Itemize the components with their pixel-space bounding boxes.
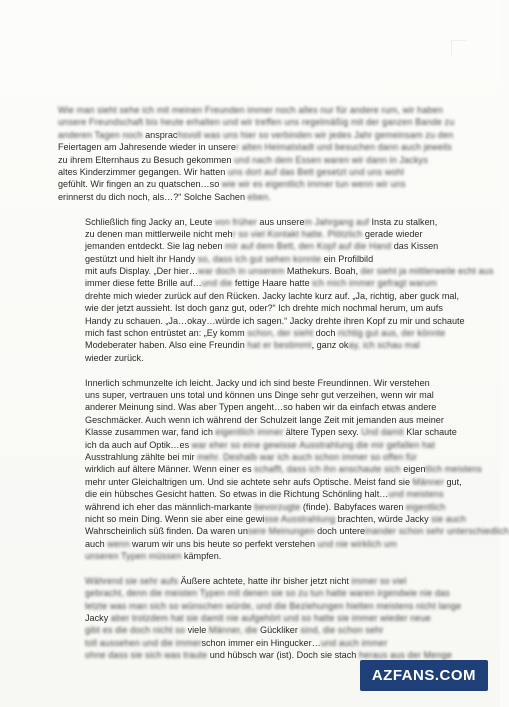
obscured-text: letzte [85, 600, 108, 611]
obscured-text: war eher so eine gewisse [191, 439, 297, 450]
obscured-text: Ausstrahlung die mir gefallen hat [299, 439, 435, 450]
text-segment: das Kissen [391, 241, 439, 252]
obscured-text: war doch in unserem [198, 266, 285, 277]
obscured-text: inander schon sehr unterschiedlich [365, 526, 509, 537]
text-segment: viele [185, 625, 209, 636]
obscured-text: gebracht, denn die meisten Typen mit denen sie so zu tun hatte waren irgendwie nie das [85, 588, 450, 599]
obscured-text: und nie wirklich um [315, 538, 397, 549]
text-line [58, 587, 450, 599]
obscured-text: sse Ausstrahlung [264, 513, 336, 524]
text-segment: Gückliker [257, 625, 298, 636]
obscured-text: wenn [104, 538, 130, 549]
text-line [58, 439, 450, 451]
text-line [58, 228, 450, 240]
obscured-text: sind, die schon sehr [297, 625, 384, 636]
text-segment: Mathekurs. Boah, [284, 266, 361, 277]
text-line [58, 166, 450, 178]
text-line [58, 624, 450, 636]
text-segment: schon immer ein Hingucker… [201, 637, 321, 648]
text-segment: Schließlich fing Jacky an, Leute [85, 216, 215, 227]
obscured-text: hsvoll was uns hier so verbinden wir jedes Jahr gemeinsam zu den [177, 129, 454, 140]
text-line [58, 302, 450, 314]
text-segment: ansprac [142, 129, 178, 140]
text-line [58, 253, 450, 265]
obscured-text: und auch [320, 637, 359, 648]
text-line [58, 377, 450, 389]
text-segment: immer diese fette Brille auf… [85, 278, 202, 289]
text-segment: zu ihrem Elternhaus zu Besuch gekommen [58, 154, 232, 165]
paragraph [58, 104, 455, 203]
text-line [58, 414, 450, 426]
text-segment: drehte mich wieder zurück auf den Rücken. Jacky lachte kurz auf. „Ja, richtig, aber guck mal, [85, 290, 460, 301]
text-segment: doch [313, 328, 338, 339]
watermark-logo[interactable]: AZFANS.COM [360, 660, 488, 691]
obscured-text: heraus aus der Menge [356, 650, 452, 661]
obscured-text: anderen Tagen noch [58, 129, 143, 140]
obscured-text: richtig gut aus, der könnte [337, 328, 446, 339]
obscured-text: der sieht ja mittlerweile echt aus [360, 266, 494, 277]
text-line [58, 240, 450, 252]
text-line [58, 104, 450, 116]
obscured-text: Männer [412, 476, 444, 487]
text-segment: jemanden entdeckt. Sie lag neben [85, 241, 226, 252]
text-segment: warum wir uns bis heute so perfekt verstehen [129, 538, 316, 549]
obscured-text: so offen für [367, 451, 417, 462]
obscured-text: Männer, die [208, 625, 258, 636]
text-line [58, 476, 462, 488]
text-line [58, 463, 482, 475]
text-segment: gestützt und hielt ihr Handy [85, 253, 196, 264]
obscured-text: von früher [214, 216, 257, 227]
text-segment: mehr unter Gleichaltrigen um. Und sie achtete sehr aufs Optische. Meist fand sie [85, 476, 413, 487]
obscured-text: ohne dass sie sich was traute [85, 650, 208, 661]
text-segment: , ganz ok [311, 340, 349, 351]
text-segment: Klar schaute [403, 427, 457, 438]
document-body [58, 104, 509, 674]
obscured-text: und nach dem Essen waren wir dann in Jackys [231, 154, 428, 165]
obscured-text: Und damit [358, 427, 404, 438]
text-segment: Ausstrahlung zählte bei mir [85, 451, 198, 462]
text-line [58, 501, 450, 513]
text-line [58, 488, 450, 500]
text-line [58, 426, 457, 438]
obscured-text: aber trotzdem hat sie damit nie aufgehört und so hatte sie immer wieder neue [110, 613, 431, 624]
text-segment: Jacky [85, 613, 111, 624]
text-line [58, 538, 450, 550]
obscured-text: bevorzugte [254, 501, 301, 512]
text-segment: Wahrscheinlich süß finden. Da waren un [85, 526, 248, 537]
obscured-text: so, dass ich gut sehen konnte [195, 253, 322, 264]
text-segment: wie der jetzt aussieht. Ist doch ganz gut, oder?“ Ich drehte mich nochmal herum, um aufs [85, 303, 443, 314]
text-line [58, 216, 450, 228]
text-segment: Modeberater haben. Also eine Freundin [85, 340, 245, 351]
obscured-text: ich mich immer gefragt warum [309, 278, 437, 289]
text-line [58, 401, 450, 413]
text-segment: Insta zu stalken, [368, 216, 438, 227]
obscured-text: und meistens [388, 489, 444, 500]
text-line [58, 389, 450, 401]
text-segment: gerade wieder [362, 228, 423, 239]
text-segment: Feiertagen am Jahresende wieder in unsere [58, 142, 236, 153]
text-segment: ältere Typen sexy. [283, 427, 359, 438]
text-line [58, 600, 462, 612]
obscured-text: gibt es die doch nicht so [85, 625, 186, 636]
obscured-text: eigentlich immer [215, 427, 284, 438]
obscured-text: m Jahrgang auf [304, 216, 369, 227]
text-segment: ich da auch auf Optik…es [85, 439, 192, 450]
obscured-text: ay, ich schau mal [348, 340, 420, 351]
text-segment: gefühlt. Wir fingen an zu quatschen…so [58, 179, 222, 190]
paragraph [58, 377, 509, 563]
text-segment: ein Profilbild [321, 253, 374, 264]
obscured-text: unsere Freundschaft bis heute erhalten und wir treffen uns regelmäßig mit der ganzen Bande zu [58, 117, 455, 128]
obscured-text: uns dort auf das Bett gesetzt und uns wohl [227, 166, 404, 177]
text-segment: nicht so mein Ding. Wenn sie aber eine gewi [85, 513, 265, 524]
text-segment: erinnerst du dich noch, als…?“ Solche Sachen [58, 191, 246, 202]
text-segment: Klasse zusammen war, fand ich [85, 427, 216, 438]
text-segment: altes Kinderzimmer gegangen. Wir hatten [58, 166, 228, 177]
text-segment: Handy zu schauen. „Ja…okay…würde ich sagen.“ Jacky drehte ihren Kopf zu mir und schaute [85, 315, 465, 326]
obscured-text: unseren Typen müssen [85, 551, 182, 562]
text-segment: mit aufs Display. „Der hier… [85, 266, 199, 277]
text-line [58, 637, 450, 649]
text-segment: zu denen man mittlerweile nicht meh [85, 228, 233, 239]
text-segment: und hübsch war (ist). Doch sie stach [207, 650, 357, 661]
obscured-text: schafft, dass ich ihn anschaute sich [254, 464, 401, 475]
text-segment: uns super, vertrauen uns total und können uns Dinge sehr gut verzeihen, wenn wir mal [85, 389, 434, 400]
obscured-text: immer [358, 637, 388, 648]
text-line [58, 525, 509, 537]
text-line [58, 265, 494, 277]
obscured-text: tlich meistens [425, 464, 482, 475]
text-segment: mich fast schon entrüstet an: „Ey komm [85, 328, 245, 339]
text-line [58, 129, 454, 141]
text-line [58, 575, 450, 587]
text-line [58, 550, 450, 562]
obscured-text: eben. [245, 191, 271, 202]
text-segment: Geschmäcker. Auch wenn ich während der Schulzeit lange Zeit mit jemanden aus meiner [85, 414, 444, 425]
text-segment: während ich eher das männlich-markante [85, 501, 255, 512]
text-line [58, 451, 450, 463]
page-corner-mark [451, 40, 466, 55]
obscured-text: toll aussehen und die immer [85, 637, 202, 648]
paragraph [58, 216, 494, 365]
text-segment: gut, [443, 476, 462, 487]
text-segment: Äußere achtete, hatte ihr bisher jetzt nicht [178, 575, 352, 586]
text-segment: (finde). Babyfaces waren [300, 501, 406, 512]
obscured-text: eigentlich [405, 501, 446, 512]
text-segment: aus unsere [256, 216, 305, 227]
text-segment: kämpfen. [181, 551, 222, 562]
text-line [58, 277, 450, 289]
text-segment: fettige Haare hatte [232, 278, 310, 289]
text-line [58, 178, 450, 190]
text-segment: auch [85, 538, 105, 549]
obscured-text: schon, der sieht [244, 328, 314, 339]
paragraph [58, 575, 462, 662]
text-line [58, 339, 450, 351]
obscured-text: r alten Heimatstadt und besuchen dann auch jeweils [235, 142, 452, 153]
text-line [58, 315, 465, 327]
obscured-text: sie auch [431, 513, 466, 524]
text-line [58, 513, 466, 525]
obscured-text: hat er bestimmt [244, 340, 312, 351]
obscured-text: sere Meinungen [247, 526, 315, 537]
obscured-text: Wie man sieht sehe ich mit meinen Freunden immer noch alles nur für andere rum, wir haben [58, 105, 443, 115]
text-segment: wieder zurück. [85, 352, 144, 363]
text-segment: eigen [400, 464, 426, 475]
text-line [58, 290, 460, 302]
obscured-text: mir auf dem Bett, den Kopf auf die Hand [225, 241, 392, 252]
text-segment: die ein hübsches Gesicht hatten. So etwas in die Richtung Schönling halt… [85, 489, 389, 500]
obscured-text: mehr. Deshalb war ich auch schon immer [197, 451, 368, 462]
obscured-text: was man sich so wünschen würde, und die Beziehungen hielten meistens nicht lange [107, 600, 462, 611]
text-line [58, 116, 455, 128]
text-segment: wirklich auf ältere Männer. Wenn einer es [85, 464, 255, 475]
text-segment: brachten, würde Jacky [335, 513, 432, 524]
obscured-text: und die [201, 278, 233, 289]
text-line [58, 352, 450, 364]
text-line [58, 612, 450, 624]
obscured-text: Während sie sehr aufs [85, 575, 179, 586]
text-segment: anderer Meinung sind. Was aber Typen angeht…so haben wir da einfach etwas andere [85, 402, 437, 413]
text-line [58, 327, 450, 339]
text-line [58, 154, 450, 166]
obscured-text: r so viel Kontakt hatte. Plötzlich [232, 228, 363, 239]
obscured-text: immer so viel [351, 575, 407, 586]
text-segment: Innerlich schmunzelte ich leicht. Jacky und ich sind beste Freundinnen. Wir verstehen [85, 377, 430, 388]
text-segment: doch untere [314, 526, 366, 537]
obscured-text: wie wir es eigentlich immer tun wenn wir uns [221, 179, 406, 190]
text-line [58, 141, 450, 153]
text-line [58, 191, 450, 203]
